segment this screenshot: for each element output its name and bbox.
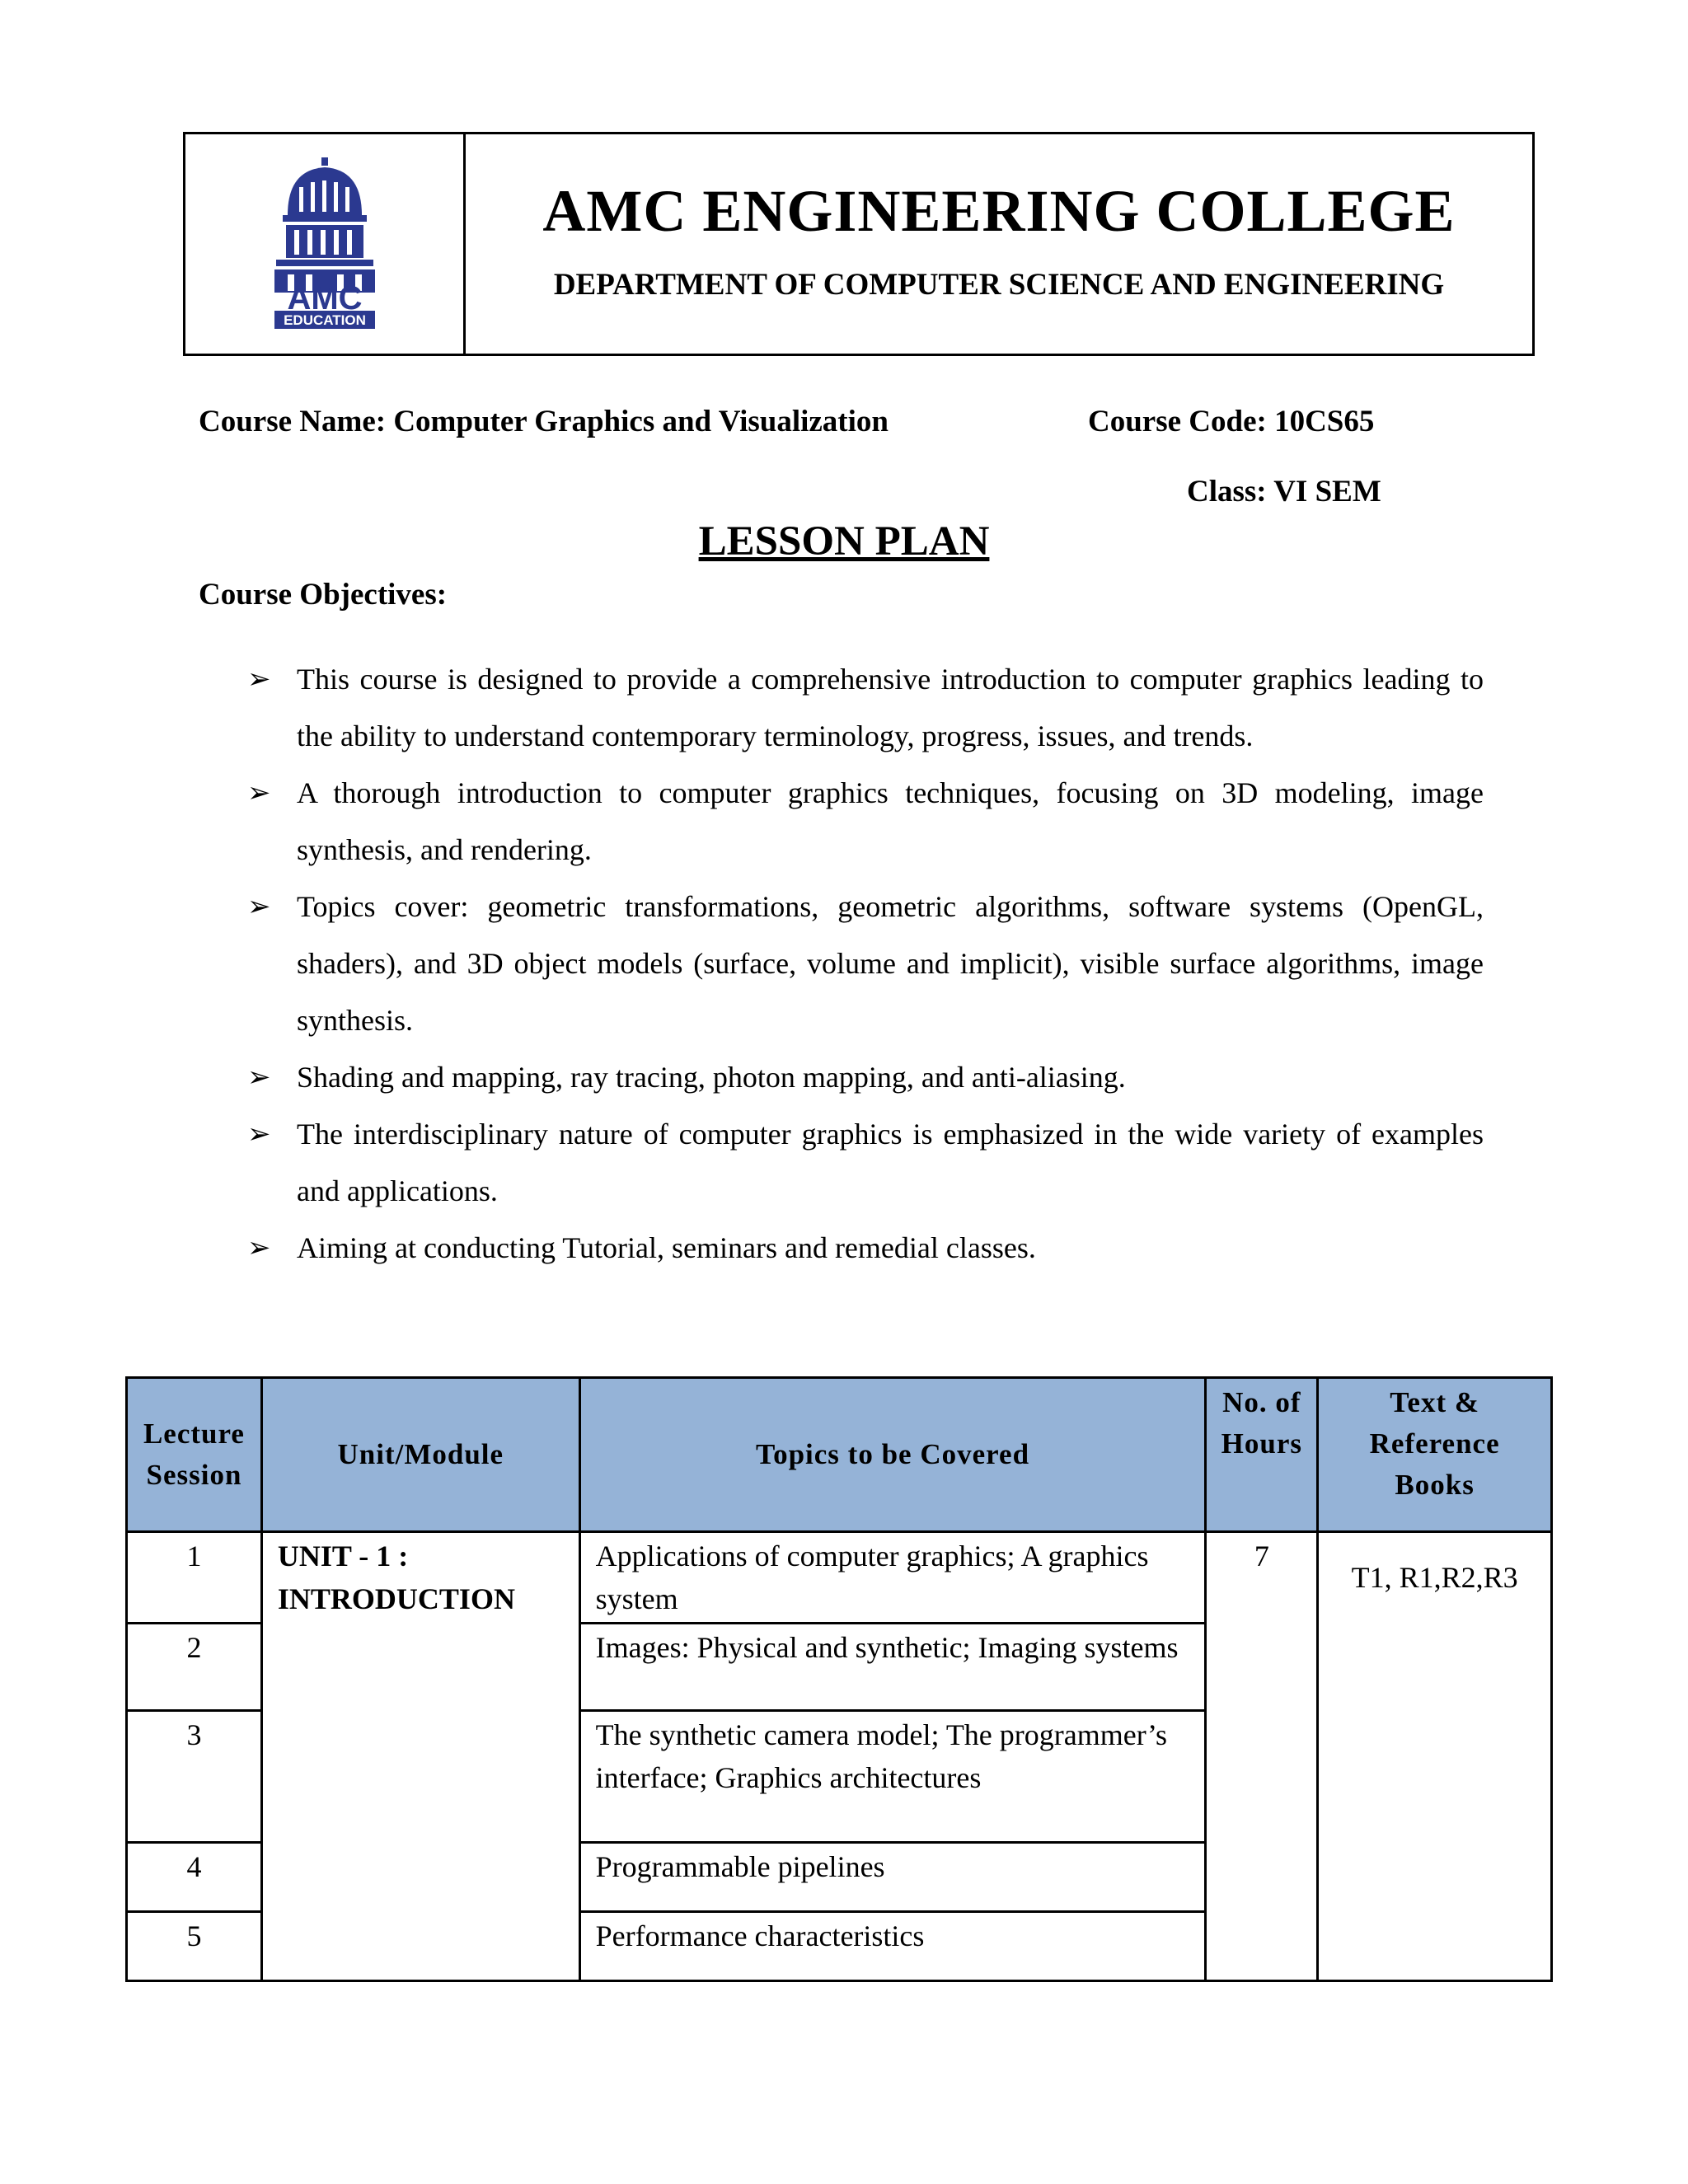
header-lecture-session: Lecture Session bbox=[127, 1378, 262, 1532]
course-name: Course Name: Computer Graphics and Visualization bbox=[199, 405, 889, 438]
logo-subtext: EDUCATION bbox=[283, 312, 366, 328]
page-title: LESSON PLAN bbox=[698, 518, 990, 565]
unit-label: UNIT - 1 : bbox=[277, 1540, 409, 1572]
arrow-bullet-icon: ➢ bbox=[247, 1119, 271, 1150]
unit-name: INTRODUCTION bbox=[277, 1582, 515, 1615]
logo-text: AMC bbox=[286, 280, 363, 316]
objectives-label: Course Objectives: bbox=[199, 578, 448, 612]
header-books: Text & Reference Books bbox=[1318, 1378, 1552, 1532]
table-row bbox=[127, 1532, 1552, 1624]
unit-cell bbox=[261, 1532, 579, 1981]
topic-cell: Applications of computer graphics; A graphics system bbox=[579, 1532, 1206, 1624]
topic-cell: Performance characteristics bbox=[579, 1912, 1206, 1981]
course-code: Course Code: 10CS65 bbox=[1088, 405, 1375, 438]
title-cell bbox=[466, 134, 1532, 354]
books-cell: T1, R1,R2,R3 bbox=[1318, 1532, 1552, 1981]
session-number: 4 bbox=[127, 1843, 262, 1912]
header-topics: Topics to be Covered bbox=[579, 1378, 1206, 1532]
amc-logo-icon bbox=[263, 157, 387, 330]
session-number: 1 bbox=[127, 1532, 262, 1624]
arrow-bullet-icon: ➢ bbox=[247, 1062, 271, 1093]
arrow-bullet-icon: ➢ bbox=[247, 1233, 271, 1263]
objective-item: ➢ Aiming at conducting Tutorial, seminars and remedial classes. bbox=[247, 1220, 1484, 1277]
session-number: 2 bbox=[127, 1624, 262, 1711]
objectives-list bbox=[247, 651, 1484, 1277]
header-hours: No. of Hours bbox=[1206, 1378, 1318, 1532]
arrow-bullet-icon: ➢ bbox=[247, 892, 271, 922]
lesson-plan-table bbox=[125, 1376, 1553, 1982]
topic-cell: Images: Physical and synthetic; Imaging systems bbox=[579, 1624, 1206, 1711]
college-name: AMC ENGINEERING COLLEGE bbox=[542, 178, 1456, 244]
objective-item: ➢ Shading and mapping, ray tracing, photon mapping, and anti-aliasing. bbox=[247, 1049, 1484, 1106]
hours-cell: 7 bbox=[1206, 1532, 1318, 1981]
logo-cell bbox=[185, 134, 466, 354]
table-header-row bbox=[127, 1378, 1552, 1532]
session-number: 5 bbox=[127, 1912, 262, 1981]
arrow-bullet-icon: ➢ bbox=[247, 778, 271, 808]
objective-item: ➢ Topics cover: geometric transformations, geometric algorithms, software systems (OpenGL, shaders), and 3D object models (surface, volume and implicit), visible surface algorithms, image synthesis. bbox=[247, 879, 1484, 1049]
course-class: Class: VI SEM bbox=[1187, 475, 1381, 509]
arrow-bullet-icon: ➢ bbox=[247, 664, 271, 695]
objective-item: ➢ This course is designed to provide a comprehensive introduction to computer graphics leading to the ability to understand contemporary terminology, progress, issues, and trends. bbox=[247, 651, 1484, 765]
department-name: DEPARTMENT OF COMPUTER SCIENCE AND ENGINEERING bbox=[553, 268, 1445, 302]
topic-cell: The synthetic camera model; The programmer’s interface; Graphics architectures bbox=[579, 1711, 1206, 1843]
session-number: 3 bbox=[127, 1711, 262, 1843]
objective-item: ➢ The interdisciplinary nature of computer graphics is emphasized in the wide variety of examples and applications. bbox=[247, 1106, 1484, 1220]
topic-cell: Programmable pipelines bbox=[579, 1843, 1206, 1912]
header-unit-module: Unit/Module bbox=[261, 1378, 579, 1532]
objective-item: ➢ A thorough introduction to computer graphics techniques, focusing on 3D modeling, image synthesis, and rendering. bbox=[247, 765, 1484, 879]
header-box bbox=[183, 132, 1535, 356]
